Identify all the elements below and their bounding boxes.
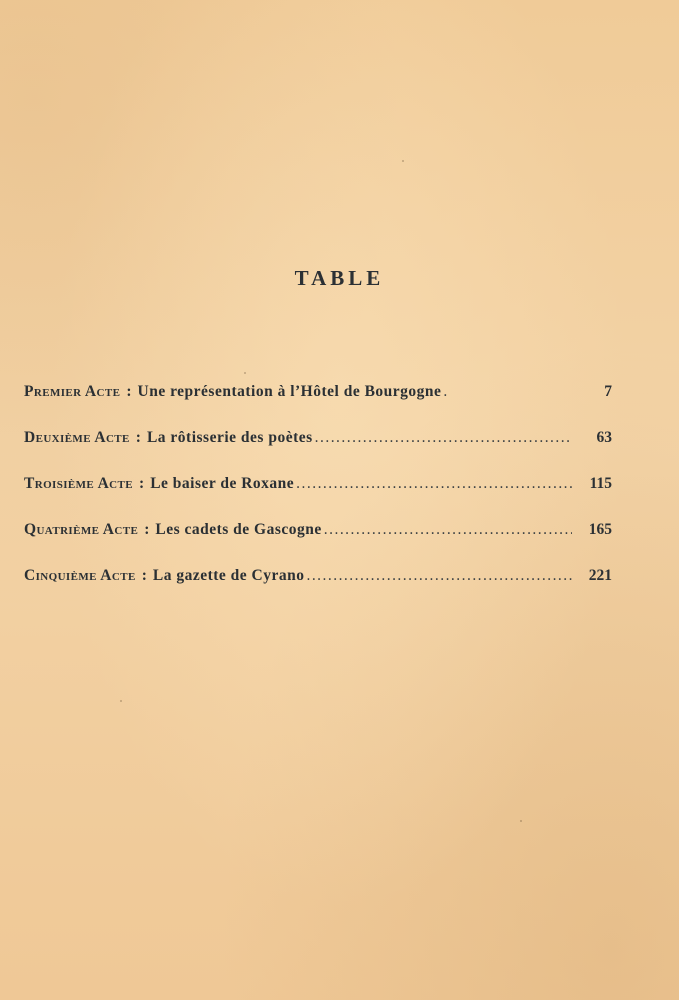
page-number: 221	[588, 567, 612, 584]
act-label: Troisième Acte	[24, 475, 134, 492]
table-of-contents	[24, 383, 612, 613]
toc-entry	[24, 521, 612, 567]
page-number: 115	[589, 475, 612, 492]
page-number: 165	[588, 521, 612, 538]
toc-entry	[24, 567, 612, 613]
act-label: Deuxième Acte	[24, 429, 130, 446]
act-title: Une représentation à l’Hôtel de Bourgogne	[137, 383, 442, 400]
act-title: Le baiser de Roxane	[150, 475, 295, 492]
act-label: Cinquième Acte	[24, 567, 136, 584]
toc-entry	[24, 383, 612, 429]
toc-entry	[24, 475, 612, 521]
act-title: La rôtisserie des poètes	[146, 429, 313, 446]
act-separator: :	[135, 429, 141, 446]
dot-leader	[315, 429, 572, 447]
speck	[520, 820, 522, 822]
act-title: Les cadets de Gascogne	[155, 521, 322, 538]
dot-leader	[296, 475, 572, 493]
act-label: Quatrième Acte	[24, 521, 139, 538]
dot-leader	[306, 567, 572, 585]
page-number: 7	[604, 383, 612, 400]
toc-entry	[24, 429, 612, 475]
speck	[244, 372, 246, 374]
act-separator: :	[126, 383, 132, 400]
act-title: La gazette de Cyrano	[152, 567, 305, 584]
speck	[402, 160, 404, 162]
act-separator: :	[139, 475, 145, 492]
speck	[120, 700, 122, 702]
dot-leader	[443, 383, 572, 401]
act-separator: :	[144, 521, 150, 538]
page-title: TABLE	[294, 266, 385, 290]
dot-leader	[324, 521, 572, 539]
act-separator: :	[141, 567, 147, 584]
page-number: 63	[596, 429, 612, 446]
act-label: Premier Acte	[24, 383, 121, 400]
